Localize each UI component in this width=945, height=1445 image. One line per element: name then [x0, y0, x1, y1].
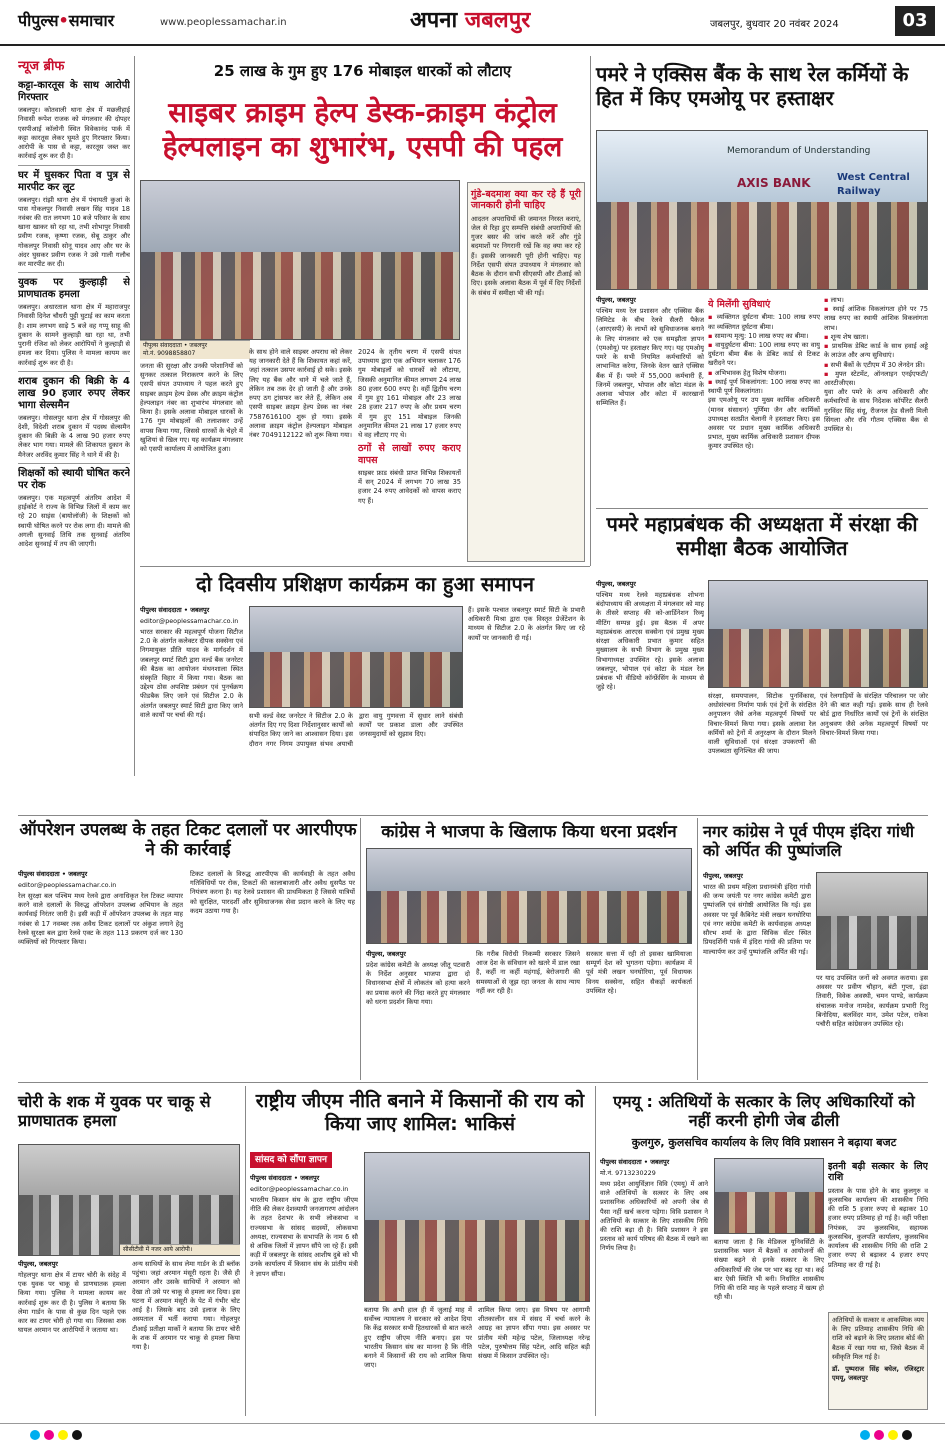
congress-photo — [366, 848, 692, 944]
gm-photo — [364, 1152, 590, 1302]
print-registration-bar — [0, 1423, 945, 1445]
brief-item: कट्टा-कारतूस के साथ आरोपी गिरफ्तार जबलपुर। कोतवाली थाना क्षेत्र में मछलीहाई निवासी रूपेश राजक को मंगलवार की दोपहर एसपीआई कॉलोनी स्थित विवेकानंद पार्क में कट्टा कारतूस लेकर घूमते हुए गिरफ्तार किया। आरोपी के पास से कट्टा, कारतूस जब्त कर कार्रवाई शुरू कर दी है। — [18, 80, 130, 161]
lead-sidebox: गुंडे-बदमाश क्या कर रहे हैं पूरी जानकारी होनी चाहिए आदतन अपराधियों की जमानत निरस्त कराएं, जेल से रिहा हुए सम्पत्ति संबंधी अपराधियों की गुजर बसर की जांच करते करें और गुंडे बदमाशों पर निगरानी रखें कि वह क्या कर रहे हैं। इसकी जानकारी पूरी होनी चाहिए। यह निर्देश एसपी संपत उपाध्याय ने मंगलवार को बैठक के दौरान सभी सीएसपी और टीआई को दिए। इसके अलावा बैठक में पूर्व में दिए निर्देशों के संबंध में समीक्षा भी की गई। — [467, 182, 585, 562]
gm-badge: सांसद को सौंपा ज्ञापन — [250, 1152, 332, 1168]
training-photo — [249, 606, 463, 708]
brief-item: शिक्षकों को स्थायी घोषित करने पर रोक जबलपुर। एक महत्वपूर्ण अंतरिम आदेश में हाईकोर्ट ने राज्य के विभिन्न जिलों में काम कर रहे 20 साइंस (बायोलॉजी) के शिक्षकों को स्थायी घोषित करने पर रोक लगा दी। मामले की अगली सुनवाई तिथि तक सुनवाई अंतरिम आदेश सुनवाई में तय की जाएगी। — [18, 467, 130, 548]
brief-item: युवक पर कुल्हाड़ी से प्राणघातक हमला जबलपुर। अधारताल थाना क्षेत्र में महाराजपुर निवासी दिनेश चौधरी पुट्टी घुटाई का काम करता है। शाम लगभग साढ़े 5 बजे वह गप्पू साहू की दुकान के सामने कुल्हाड़ी खा रहा था, तभी पुरानी रंजिश को लेकर आरोपियों ने कुल्हाड़ी से हमला कर दिया। पुलिस ने मामला कायम कर कार्रवाई शुरू कर दी है। — [18, 277, 130, 367]
brand-logo: पीपुल्स•समाचार — [18, 11, 115, 30]
indira-headline: नगर कांग्रेस ने पूर्व पीएम इंदिरा गांधी को अर्पित की पुष्पांजलि — [703, 822, 914, 861]
knife-photo-caption: सीसीटीवी में नजर आये आरोपी। — [120, 1244, 240, 1255]
mou-banner-text: Memorandum of Understanding — [727, 146, 871, 156]
site-url[interactable]: www.peoplessamachar.in — [160, 17, 287, 28]
rpf-headline: ऑपरेशन उपलब्ध के तहत टिकट दलालों पर आरपीएफ ने की कार्रवाई — [19, 820, 357, 861]
gm-text-col-3: शामिल किया जाए। इस विषय पर आगामी शीतकालीन सत्र में संसद में चर्चा करने के आग्रह का ज्ञापन सौंपा गया। इस अवसर पर प्रांतीय मंत्री महेन्द्र पटेल, जिलाध्यक्ष नरेन्द्र पटेल, पुरुषोत्तम सिंह पटेल, आदि सहित बड़ी संख्या में किसान उपस्थित रहे। — [478, 1306, 590, 1361]
indira-text-col-1: पीपुल्स, जबलपुर भारत की प्रथम महिला प्रधानमंत्री इंदिरा गांधी की जन्म जयंती पर नगर कांग्रेस कमेटी द्वारा पुष्पांजलि एवं संगोष्ठी आयोजित कि गई। इस अवसर पर पूर्व कैबिनेट मंत्री लखन घनघोरिया एवं नगर कांग्रेस कमेटी के कार्यवाहक अध्यक्ष सौरभ शर्मा के द्वारा सिविक सेंटर स्थित प्रियदर्शिनी पार्क में इंदिरा गांधी की प्रतिमा पर माल्यार्पण कर उन्हें पुष्पांजलि अर्पित की गई। — [703, 872, 811, 956]
magenta-registration-dot — [874, 1430, 884, 1440]
cyan-registration-dot — [30, 1430, 40, 1440]
safety-text-col-2: संरक्षा, समयपालन, सिटोक पुनर्विकास, अधोसंरचना निर्माण पार्क एवं ट्रेनों के संरक्षित अनुपालन जैसे अनेक महत्वपूर्ण विषयों पर विचार-विमर्श किया गया। इसके अलावा रेल कर्मियों को ट्रेनों में अनुरक्षण के दौरान मिलने वाली सुविधाओं एवं संरक्षा उपकरणों की उपलब्धता सुनिश्चित की जाय। — [708, 692, 816, 756]
rpf-text-col-1: पीपुल्स संवाददाता • जबलपुर editor@peoplessamachar.co.in रेल सुरक्षा बल पश्चिम मध्य रेलवे द्वारा अनाधिकृत रेल टिकट व्यापार करने वाले दलालों के विरुद्ध ऑपरेशन उपलब्ध अभियान के तहत कार्यवाई निरंतर जारी है। इसी कड़ी में ऑपरेशन उपलब्ध के तहत माह नवंबर से 17 नवम्बर तक अवैध टिकट दलालों पर अंकुश लगाने हेतु रेलवे सुरक्षा बल द्वारा रेलवे एक्ट के तहत 113 प्रकरण दर्ज कर 130 व्यक्तियों को गिरफ्तार किया। — [18, 870, 183, 947]
university-photo — [714, 1158, 824, 1234]
yellow-registration-dot — [58, 1430, 68, 1440]
mou-features-box: ये मिलेंगी सुविधाएं ▪ व्यक्तिगत दुर्घटना बीमा: 100 लाख रुपए का व्यक्तिगत दुर्घटना बीमा। ▪ सामान्य मृत्यु: 10 लाख रुपए का बीमा। ▪ वायुदुर्घटना बीमा: 100 लाख रुपए का वायु दुर्घटना बीमा बैंक के डेबिट कार्ड से टिकट खरीदने पर। ▪ अभिभावक हेतु विशेष योजना। ▪ स्थाई पूर्ण विकलांगता: 100 लाख रुपए का स्थायी पूर्ण विकलांगता। इस एमओयू पर उप मुख्य कार्मिक अधिकारी (मानव संसाधन) पूर्णिमा जैन और कार्मिकों उपाध्यक्ष सतप्रीत चेलानी ने हस्ताक्षर किए। इस अवसर पर प्रधान मुख्य कार्मिक अधिकारी प्रभात, मुख्य कार्मिक अधिकारी प्रशासन दीपक कुमार उपस्थित रहे। — [708, 296, 820, 506]
brief-item: घर में घुसकर पिता व पुत्र से मारपीट कर लूट जबलपुर। रांझी थाना क्षेत्र में पंचायती कुआं के पास गोकलपुर निवासी लखन सिंह यादव 18 नवंबर की रात लगभग 10 बजे परिवार के साथ खाना खाकर सो रहा था, तभी शोभापुर निवासी प्रवीण रजक, कृष्णा रजक, सेबू ठाकुर और गोकलपुर निवासी सोनू यादव आए और घर के अंदर घुसकर प्रवीण रजक ने उसे गाली गलौच कर मारपीट कर दी। — [18, 169, 130, 269]
lead-text-col-1: जनता की सुरक्षा और उनकी परेशानियों को सुनकर तत्काल निराकरण करने के लिए एसपी संपत उपाध्याय ने पहल करते हुए साइबर क्राइम हेल्प डेस्क और क्राइम कंट्रोल हेल्पलाइन नंबर का शुभारंभ मंगलवार को किया है। इसके अलावा मोबाइल धारकों के 176 गुम मोबाइलों की तलाशकर उन्हें वापस किया गया, जिससे धारकों के चेहरे में खुशियां से खिल गए। यह कार्यक्रम मंगलवार को एसपी कार्यालय में आयोजित हुआ। — [140, 362, 243, 453]
knife-photo — [18, 1144, 240, 1256]
university-quote-box: अतिथियों के सत्कार व आकस्मिक व्यय के लिए प्रतिमाह शासकीय निधि की राशि को बढ़ाने के लिए प्रस्ताव बोर्ड की बैठक में रखा गया था, जिसे बैठक में स्वीकृति मिल गई है। डॉ. पुष्पराज सिंह बघेल, रजिस्ट्रार एमयू, जबलपुर — [828, 1312, 928, 1410]
cyan-registration-dot — [860, 1430, 870, 1440]
safety-text-col-3: एवं रेलगाड़ियों के संरक्षित परिचालन पर जोर देने की बात कही गई। इसके साथ ही रेलवे बोर्ड द्वारा निर्धारित कार्यों एवं ट्रेनों के संरक्षित अनुश्रवण जैसे अनेक महत्वपूर्ण विषयों पर विचार-विमर्श किया गया। — [820, 692, 928, 737]
congress-text-col-2: कि गरीब विरोधी निकम्मी सरकार जिसने आज देश के संविधान को खतरे में डाल रखा है, कहीं ना कहीं महंगाई, बेरोजगारी की समस्याओं से जूझ रहा जनता के साथ न्याय नहीं कर रही है। — [476, 950, 580, 995]
university-headline: एमयू : अतिथियों के सत्कार के लिए अधिकारियों को नहीं करनी होगी जेब ढीली — [613, 1092, 915, 1131]
gm-headline: राष्ट्रीय जीएम नीति बनाने में किसानों की राय को किया जाए शामिल: भाकिसं — [255, 1090, 585, 1135]
news-brief-title: न्यूज ब्रीफ — [18, 59, 65, 74]
brief-item: शराब दुकान की बिक्री के 4 लाख 90 हजार रुपए लेकर भागा सेल्समैन जबलपुर। गोसलपुर थाना क्षेत्र में गोसलपुर की देशी, विदेशी शराब दुकान में पदस्थ सेल्समैन दुकान की बिक्री के 4 लाख 90 हजार रुपए लेकर भाग गया। मामले की शिकायत दुकान के मैनेजर अरविंद कुमार सिंह ने थाने में की है। — [18, 375, 130, 459]
masthead — [0, 0, 945, 46]
black-registration-dot — [72, 1430, 82, 1440]
safety-headline: पमरे महाप्रबंधक की अध्यक्षता में संरक्षा की समीक्षा बैठक आयोजित — [606, 512, 918, 560]
lead-photo — [140, 180, 460, 340]
mou-headline: पमरे ने एक्सिस बैंक के साथ रेल कर्मियों के हित में किए एमओयू पर हस्ताक्षर — [596, 62, 909, 110]
knife-text-col-2: अन्य साथियों के साथ लेमा गार्डन के डी ब्लॉक पहुंचा। जहां अरमान मंसूरी रहता है। जैसे ही अरमान और उसके साथियों ने अरमान को देखा तो उसे पर चाकू से हमला कर दिया। इस घटना में अरमान मंसूरी के पेट में गंभीर चोट आई है। जिसके बाद उसे इलाज के लिए अस्पताल में भर्ती कराया गया। गोहलपुर टीआई प्रतीक्षा मार्को ने बताया कि टायर चोरी के शक में अरमान पर चाकू से हमला किया गया है। — [132, 1260, 240, 1351]
university-sidebar: इतनी बढ़ी सत्कार के लिए राशि प्रस्ताव के पास होने के बाद कुलगुरु व कुलसचिव कार्यालय की शासकीय निधि की राशि 5 हजार रुपए से बढ़ाकर 10 हजार रुपए प्रतिमाह हो गई है। वहीं परीक्षा नियंत्रक, उप कुलसचिव, सहायक कुलसचिव, कुलपति कार्यालय, कुलसचिव कार्यालय की शासकीय निधि की राशि 2 हजार रुपए से बढ़ाकर 4 हजार रुपए प्रतिमाह कर दी गई है। — [828, 1161, 928, 1269]
yellow-registration-dot — [888, 1430, 898, 1440]
knife-headline: चोरी के शक में युवक पर चाकू से प्राणघातक हमला — [18, 1092, 211, 1131]
issue-date: जबलपुर, बुधवार 20 नवंबर 2024 — [710, 19, 839, 30]
rpf-text-col-2: टिकट दलालों के विरुद्ध आरपीएफ की कार्यवाही के तहत अवैध गतिविधियों पर रोक, टिकटों की कालाबाजारी और अवैध धुसपैठ पर नियंत्रण करना है। यह रेलवे प्रशासन की प्राथमिकता है जिससे यात्रियों को सुरक्षित, पारदर्शी और सुविधाजनक सेवा प्रदान करने के लिए यह कदम उठाया गया है। — [190, 870, 355, 915]
page-number: 03 — [895, 6, 935, 36]
gm-text-col-2: बताया कि अभी हाल ही में जुलाई माह में सर्वोच्च न्यायालय ने सरकार को आदेश दिया कि केंद्र सरकार सभी हितधारकों से बात करते हुए राष्ट्रीय जीएम नीति बनाए। इस पर भारतीय किसान संघ का मानना है कि नीति बनाने में किसानों की राय को शामिल किया जाए। — [364, 1306, 472, 1370]
safety-photo — [708, 580, 928, 688]
training-text-col-3: हैं। इसके पश्चात जबलपुर स्मार्ट सिटी के प्रभारी अधिकारी मिश्रा द्वारा एक विस्तृत प्रेजेंटेशन के माध्यम से सिटीज 2.0 के अंतर्गत किए जा रहे कार्यों पर जानकारी दी गई। — [468, 606, 585, 642]
lead-headline: साइबर क्राइम हेल्प डेस्क-क्राइम कंट्रोल हेल्पलाइन का शुभारंभ, एसपी की पहल — [162, 96, 563, 163]
black-registration-dot — [902, 1430, 912, 1440]
mou-bank-text: AXIS BANK — [737, 176, 811, 190]
indira-photo — [816, 872, 928, 970]
knife-text-col-1: पीपुल्स, जबलपुर गोहलपुर थाना क्षेत्र में टायर चोरी के संदेह में एक युवक पर चाकू से प्राणघातक हमला किया गया। पुलिस ने मामला कायम कर कार्रवाई शुरू कर दी है। पुलिस ने बताया कि लेमा गार्डन के पास से कुछ दिन पहले एक कार का टायर चोरी हो गया था। जिसका शक घायल अरमान पर आरोपियों ने जताया था। — [18, 1260, 126, 1335]
university-subhead: कुलगुरु, कुलसचिव कार्यालय के लिए विवि प्रशासन ने बढ़ाया बजट — [631, 1136, 897, 1149]
mou-photo — [596, 130, 928, 290]
lead-text-col-3: 2024 के तृतीय चरण में एसपी संपत उपाध्याय द्वारा एक अभियान चलाकर 176 गुम मोबाइलों को धारकों को लौटाया, जिसकी अनुमानित कीमत लगभग 24 लाख 80 हजार 600 रुपए है। वहीं द्वितीय चरण में गुम हुए 161 मोबाइल और 23 लाख 28 हजार 217 रुपए के और प्रथम चरण में गुम हुए 151 मोबाइल जिनकी अनुमानित कीमत 21 लाख 17 हजार रुपए थे वह लौटाए गए थे। ठगों से लाखों रुपए कराए वापस साइबर फ्राड संबंधी प्राप्त विभिन्न शिकायतों में सन् 2024 में लगभग 70 लाख 35 हजार 24 रुपए आवेदकों को वापस कराए गए हैं। — [358, 348, 461, 505]
mou-text-col-3: ▪ लाभ। ▪ स्थाई आंशिक विकलांगता होने पर 75 लाख रुपए का स्थायी आंशिक विकलांगता लाभ। ▪ शून्य शेष खाता। ▪ प्राथमिक डेबिट कार्ड के साथ हवाई अड्डे के लाउंज और अन्य सुविधाएं। ▪ सभी बैंकों के एटीएम में 30 लेनदेन फ्री। ▪ मुफ्त स्टेटमेंट, ऑनलाइन एनईएफटी/आरटीजीएस। युवा और पमरे के अन्य अधिकारी और कर्मचारियों के साथ निदेशक कॉर्पोरेट सैलरी गुरविंदर सिंह संधू, रीजनल हेड सैलरी मिली सिंगला और रवि गौतम एक्सिस बैंक से उपस्थित थे। — [824, 296, 928, 506]
congress-headline: कांग्रेस ने भाजपा के खिलाफ किया धरना प्रदर्शन — [381, 822, 677, 842]
section-title: अपना जबलपुर — [410, 8, 531, 33]
training-headline: दो दिवसीय प्रशिक्षण कार्यक्रम का हुआ समापन — [196, 572, 534, 596]
training-text-col-2: सभी वर्ल्ड वेस्ट जनरेटर ने सिटीज 2.0 के अंतर्गत दिए गए दिशा निर्देशानुसार कार्यों को संपादित किए जाने का आश्वासन दिया। इस दौरान नगर निगम उपायुक्त संभव अयाची द्वारा वायु गुणवत्ता में सुधार लाने संबंधी कार्यों पर प्रकाश डाला और उपस्थित जनसमुदायों को सुझाव दिए। — [249, 712, 463, 748]
safety-text-col-1: पीपुल्स, जबलपुर पश्चिम मध्य रेलवे महाप्रबंधक शोभना बंदोपाध्याय की अध्यक्षता में मंगलवार को माह के तीसरे सप्ताह की को-आर्डिनेशन रिव्यू मीटिंग सम्पन्न हुई। इस बैठक में अपर महाप्रबंधक आरएस सक्सेना एवं प्रमुख मुख्य संरक्षा अधिकारी प्रभात कुमार सहित मुख्यालय के सभी विभाग के प्रमुख मुख्य विभागाध्यक्ष उपस्थित रहे। इसके अलावा जबलपुर, भोपाल एवं कोटा के मंडल रेल प्रबंधक भी वीडियो कॉन्फ्रेंसिंग के माध्यम से जुड़े रहे। — [596, 580, 704, 692]
indira-text-col-2: पर याद उपस्थित जनों को अवगत कराया। इस अवसर पर प्रवीण चौहान, बंटी गुप्ता, इंद्रा तिवारी, विवेक अवस्थी, चमन पाण्डे, कार्यक्रम संचालक मनोज नामदेव, कार्यक्रम प्रभारी रितु बिनोदिया, बलविंदर मान, उमेश पटेल, राकेश पचौरी सहित कांग्रेसजन उपस्थित रहे। — [816, 974, 928, 1029]
university-text-col-1: पीपुल्स संवाददाता • जबलपुर मो.नं. 9713230229 मध्य प्रदेश आयुर्विज्ञान विवि (एमयू) में आने वाले अतिथियों के सत्कार के लिए अब प्रशासनिक अधिकारियों को अपनी जेब से पैसा नहीं खर्च करना पड़ेगा। विवि प्रशासन ने अतिथियों के सत्कार के लिए शासकीय निधि की राशि बढ़ा दी है। विवि प्रशासन ने इस प्रस्ताव को कार्य परिषद की बैठक में रखने का निर्णय लिया है। — [600, 1158, 708, 1253]
lead-kicker: 25 लाख के गुम हुए 176 मोबाइल धारकों को लौटाए — [213, 62, 512, 80]
lead-subhead: ठगों से लाखों रुपए कराए वापस — [358, 443, 461, 466]
mou-text-col-1: पीपुल्स, जबलपुर पश्चिम मध्य रेल प्रशासन और एक्सिस बैंक लिमिटेड के बीच रेलवे सैलरी पैकेज (आरएसपी) के लाभों को सुविधाजनक बनाने के लिए मंगलवार को एक समझौता ज्ञापन (एमओयू) पर हस्ताक्षर किए गए। यह एमओयू पमरे के सभी नियमित कर्मचारियों को लाभान्वित करेगा, जिनके वेतन खाते एक्सिस बैंक में हैं। पमरे में 55,000 कर्मचारी हैं, जिनमें जबलपुर, भोपाल और कोटा मंडल के अलावा भोपाल और कोटा में कारखानों सम्मिलित हैं। — [596, 296, 704, 408]
congress-text-col-1: पीपुल्स, जबलपुर प्रदेश कांग्रेस कमेटी के अध्यक्ष जीतू पटवारी के निर्देश अनुसार भाजपा द्वारा दो विधानसभा क्षेत्रों में लोकतंत्र को हत्या करने का प्रयास करने की निंदा करते हुए मंगलवार को धरना प्रदर्शन किया गया। — [366, 950, 470, 1006]
lead-text-col-2: के साथ होने वाले साइबर अपराध को लेकर यह जानकारी देते हैं कि शिकायत कहां करें, जहां तत्काल उसपर कार्रवाई हो सके। इसके लिए यह बैंक और थाने में चले जाते हैं, लेकिन तब तक देर हो जाती है और उनके रुपए ठग ट्रांसफर कर लेते हैं, लेकिन अब एसपी साइबर क्राइम हेल्प डेस्क का नंबर 7587616100 शुरू हो गया। इसके अलावा क्राइम कंट्रोल हेल्पलाइन मोबाइल नंबर 7049112122 को शुरू किया गया। — [249, 348, 352, 439]
mou-railway-text: West Central Railway — [837, 172, 910, 197]
lead-photo-byline: पीपुल्स संवाददाता • जबलपुर मो.नं. 9098858807 — [140, 340, 250, 359]
university-text-col-2: बताया जाता है कि मेडिकल यूनिवर्सिटी के प्रशासनिक भवन में बैठकों व आयोजनों की संख्या बढ़ने से इनके सत्कार के लिए अधिकारियों की जेब पर भार बढ़ रहा था। कई बार ऐसी स्थिति भी बनी। निर्धारित शासकीय निधि की राशि माह के पहले सप्ताह में खत्म हो रही थी। — [714, 1238, 824, 1302]
gm-text-col-1: पीपुल्स संवाददाता • जबलपुर editor@peoplessamachar.co.in भारतीय किसान संघ के द्वारा राष्ट्रीय जीएम नीति की लेकर देशव्यापी जनजागरण आंदोलन के तहत देशभर के सभी लोकसभा व राज्यसभा के सांसद सदस्यों, लोकसभा अध्यक्ष, राज्यसभा के सभापति के नाम 6 सौ से अधिक जिलों में ज्ञापन सौंपे जा रहे हैं। इसी कड़ी में जबलपुर के सांसद आशीष दुबे को भी उनके कार्यालय में किसान संघ के प्रांतीय मंत्री ने ज्ञापन सौंपा। — [250, 1174, 358, 1278]
training-text-col-1: पीपुल्स संवाददाता • जबलपुर editor@peoplessamachar.co.in भारत सरकार की महत्वपूर्ण योजना सिटीज 2.0 के अंतर्गत कलेक्टर दीपक सक्सेना एवं निगमायुक्त प्रीति यादव के मार्गदर्शन में जबलपुर स्मार्ट सिटी द्वारा वर्ल्ड बैंक जनरेटर की बैठक का आयोजन मंथनशाला स्थित संस्कृति विहार में किया गया। बैठक का उद्देश्य ठोस अपशिष्ट प्रबंधन एवं पुनर्चक्रण फीडबैक लिए जाने एवं सिटीज 2.0 के अंतर्गत जबलपुर स्मार्ट सिटी द्वारा किए जाने वाले कार्यों पर चर्चा की गई। — [140, 606, 243, 719]
news-brief-column — [18, 58, 130, 763]
magenta-registration-dot — [44, 1430, 54, 1440]
congress-text-col-3: सरकार सत्ता में रही तो इसका खामियाजा सम्पूर्ण देश को भुगतना पड़ेगा। कार्यक्रम में पूर्व मंत्री लखन घनघोरिया, पूर्व विधायक विनय सक्सेना, सहित सैकड़ों कार्यकर्ता उपस्थित रहे। — [586, 950, 692, 995]
